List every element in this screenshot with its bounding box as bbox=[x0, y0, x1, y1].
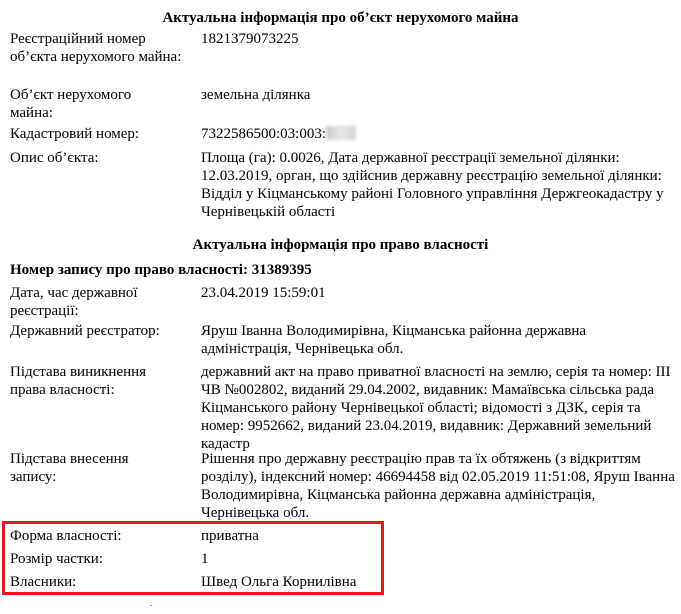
ownership-row-label: Власники: bbox=[10, 574, 77, 590]
property-row-value: земельна ділянка bbox=[201, 87, 311, 103]
cadastral-number-value bbox=[201, 125, 675, 143]
ownership-row-value: Швед Ольга Корнилівна bbox=[201, 574, 357, 590]
property-row-label: Опис об’єкта: bbox=[10, 150, 99, 166]
property-row-label: Кадастровий номер: bbox=[10, 126, 140, 142]
ownership-row-label: Підстава виникнення права власності: bbox=[10, 364, 147, 398]
ownership-row-label: Державний реєстратор: bbox=[10, 323, 160, 339]
ownership-record-heading: Номер запису про право власності: 31389395 bbox=[10, 262, 312, 278]
ownership-row-value: державний акт на право приватної власності на землю, серія та номер: ІІІ ЧВ №002802, виданий 29.04.2002, видавник: Мамаївська сільська рада Кіцманського району Чернівецької області; відомості з ДЗК, серія та номер: 9952662, виданий 23.04.2019, видавник: Державний земельний кадастр bbox=[201, 364, 671, 452]
ownership-row-value: 1 bbox=[201, 551, 209, 567]
ownership-row-value: 23.04.2019 15:59:01 bbox=[201, 285, 326, 301]
ownership-row-value: приватна bbox=[201, 528, 259, 544]
property-section-title: Актуальна інформація про об’єкт нерухомого майна bbox=[162, 10, 519, 26]
scan-speck bbox=[150, 605, 152, 606]
cadastral-number-visible: 7322586500:03:003: bbox=[201, 126, 327, 142]
property-row-label: Реєстраційний номер об’єкта нерухомого майна: bbox=[10, 31, 182, 65]
ownership-row-label: Дата, час державної реєстрації: bbox=[10, 285, 138, 319]
property-row-value: 1821379073225 bbox=[201, 31, 299, 47]
ownership-row-label: Підстава внесення запису: bbox=[10, 451, 129, 485]
redacted-blur bbox=[326, 126, 356, 140]
red-highlight-box bbox=[2, 521, 384, 595]
property-row-label: Об’єкт нерухомого майна: bbox=[10, 87, 132, 121]
ownership-row-label: Форма власності: bbox=[10, 528, 122, 544]
ownership-row-value: Яруш Іванна Володимирівна, Кіцманська районна державна адміністрація, Чернівецька обл. bbox=[201, 323, 587, 357]
property-row-value: Площа (га): 0.0026, Дата державної реєстрації земельної ділянки: 12.03.2019, орган, що здійснив державну реєстрацію земельної ділянки: Відділ у Кіцманському районі Головного управління Держгеокадастру у Чернівецькій області bbox=[201, 150, 664, 220]
ownership-row-label: Розмір частки: bbox=[10, 551, 103, 567]
ownership-section-title: Актуальна інформація про право власності bbox=[192, 237, 489, 253]
ownership-row-value: Рішення про державну реєстрацію прав та їх обтяжень (з відкриттям розділу), індексний номер: 46694458 від 02.05.2019 11:51:08, Яруш Іванна Володимирівна, Кіцманська районна державна адміністрація, Чернівецька обл. bbox=[201, 451, 675, 521]
